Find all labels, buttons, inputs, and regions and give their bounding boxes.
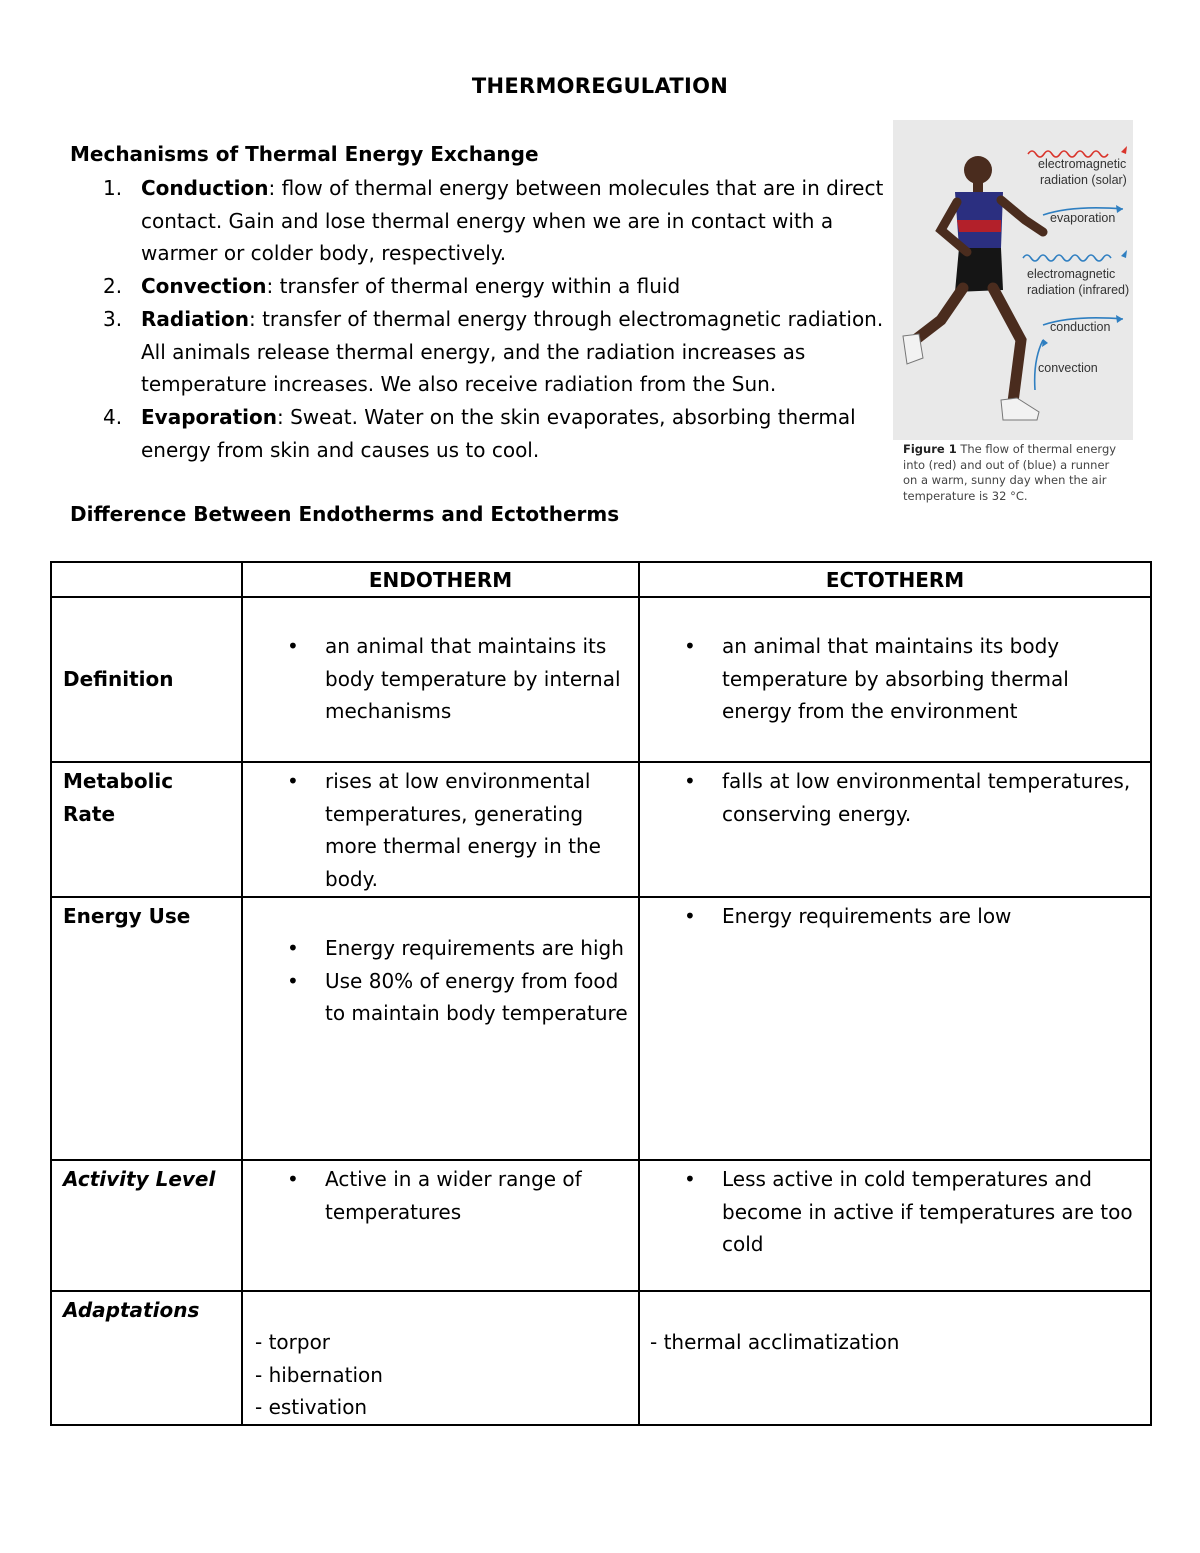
list-item <box>100 172 890 270</box>
cell-endotherm-activity <box>242 1160 639 1291</box>
cell-endotherm-adaptations <box>242 1291 639 1425</box>
row-label-activity-level: Activity Level <box>51 1160 242 1291</box>
row-label-line: Rate <box>63 801 116 826</box>
cell-endotherm-metabolic <box>242 762 639 897</box>
table-row <box>51 1160 1151 1291</box>
label-em-solar-1: electromagnetic <box>1038 157 1127 171</box>
table-row <box>51 897 1151 1160</box>
runner-figure <box>893 120 1133 515</box>
table-header-row <box>51 562 1151 597</box>
list-number: 3. <box>103 306 123 331</box>
figure-caption <box>903 442 1118 504</box>
definition-text: : transfer of thermal energy within a fluid <box>266 274 681 299</box>
list-number: 4. <box>103 404 123 429</box>
definition-text: : transfer of thermal energy through electromagnetic radiation. All animals release thermal energy, and the radiation increases as temperature increases. We also receive radiation from the Sun. <box>141 306 884 397</box>
label-em-ir-2: radiation (infrared) <box>1027 283 1130 297</box>
figure-caption-text: The flow of thermal energy into (red) and out of (blue) a runner on a warm, sunny day when the air temperature is 32 °C. <box>903 442 1117 503</box>
cell-ectotherm-energy <box>639 897 1151 1160</box>
mechanisms-list <box>100 172 890 466</box>
list-item: - hibernation <box>255 1362 383 1387</box>
comparison-table <box>50 561 1152 1426</box>
list-item: • Less active in cold temperatures and become in active if temperatures are too cold <box>640 1163 1150 1261</box>
row-label-definition: Definition <box>51 597 242 762</box>
list-item: • Use 80% of energy from food to maintain body temperature <box>243 965 638 1030</box>
label-conduction: conduction <box>1050 320 1111 334</box>
row-label-energy-use: Energy Use <box>51 897 242 1160</box>
table-row <box>51 762 1151 897</box>
list-item <box>100 303 890 401</box>
table-header-blank <box>51 562 242 597</box>
table-row <box>51 1291 1151 1425</box>
list-item: - torpor <box>255 1329 331 1354</box>
list-item <box>100 401 890 466</box>
term-conduction: Conduction <box>141 176 269 200</box>
row-label-adaptations: Adaptations <box>51 1291 242 1425</box>
section-heading-mechanisms: Mechanisms of Thermal Energy Exchange <box>70 142 539 166</box>
list-item: • Energy requirements are low <box>640 900 1150 933</box>
cell-ectotherm-metabolic <box>639 762 1151 897</box>
list-item: • an animal that maintains its body temperature by absorbing thermal energy from the environment <box>640 630 1150 728</box>
list-item: - estivation <box>255 1395 368 1420</box>
figure-caption-label: Figure 1 <box>903 442 957 456</box>
term-evaporation: Evaporation <box>141 404 278 429</box>
section-heading-difference: Difference Between Endotherms and Ectotherms <box>70 502 620 526</box>
list-item: - thermal acclimatization <box>650 1329 900 1354</box>
list-number: 2. <box>103 274 123 299</box>
label-em-solar-2: radiation (solar) <box>1040 173 1127 187</box>
definition-text: : flow of thermal energy between molecules that are in direct contact. Gain and lose thermal energy when we are in contact with a warmer or colder body, respectively. <box>141 176 884 266</box>
cell-ectotherm-activity <box>639 1160 1151 1291</box>
list-number: 1. <box>103 176 123 200</box>
table-header-ectotherm: ECTOTHERM <box>639 562 1151 597</box>
cell-ectotherm-adaptations <box>639 1291 1151 1425</box>
table-header-endotherm: ENDOTHERM <box>242 562 639 597</box>
row-label-line: Metabolic <box>63 769 174 793</box>
list-item: • an animal that maintains its body temperature by internal mechanisms <box>243 630 638 728</box>
definition-text: : Sweat. Water on the skin evaporates, absorbing thermal energy from skin and causes us to cool. <box>141 404 856 462</box>
row-label-metabolic-rate <box>51 762 242 897</box>
cell-endotherm-energy <box>242 897 639 1160</box>
term-convection: Convection <box>141 274 267 299</box>
label-convection: convection <box>1038 361 1098 375</box>
table-row <box>51 597 1151 762</box>
runner-illustration <box>893 120 1133 440</box>
list-item <box>100 270 890 303</box>
list-item: • Active in a wider range of temperatures <box>243 1163 638 1228</box>
label-evaporation: evaporation <box>1050 211 1116 225</box>
list-item: • falls at low environmental temperatures, conserving energy. <box>640 765 1150 830</box>
term-radiation: Radiation <box>141 306 249 331</box>
list-item: • Energy requirements are high <box>243 932 638 965</box>
cell-endotherm-definition <box>242 597 639 762</box>
label-em-ir-1: electromagnetic <box>1027 267 1116 281</box>
page-title: THERMOREGULATION <box>471 74 729 98</box>
cell-ectotherm-definition <box>639 597 1151 762</box>
list-item: • rises at low environmental temperatures, generating more thermal energy in the body. <box>243 765 638 896</box>
